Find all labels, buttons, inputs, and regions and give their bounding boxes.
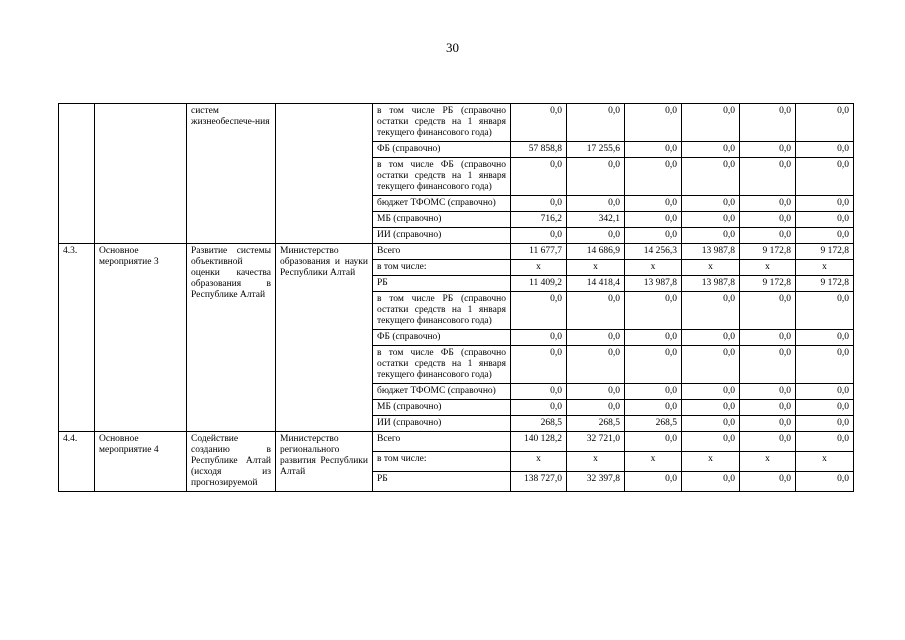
amount-cell: 0,0 <box>796 330 854 346</box>
amount-cell: 0,0 <box>511 104 567 142</box>
amount-cell: 14 418,4 <box>567 276 625 292</box>
budget-table <box>58 103 854 492</box>
amount-cell: 0,0 <box>740 196 796 212</box>
amount-cell: 268,5 <box>625 416 682 432</box>
amount-cell: 14 686,9 <box>567 244 625 260</box>
table-row <box>59 104 854 142</box>
amount-cell: х <box>682 260 740 276</box>
amount-cell: 0,0 <box>511 400 567 416</box>
amount-cell: 0,0 <box>511 228 567 244</box>
amount-cell: 0,0 <box>682 384 740 400</box>
amount-cell: 0,0 <box>796 196 854 212</box>
amount-cell: 0,0 <box>796 292 854 330</box>
amount-cell: 0,0 <box>682 228 740 244</box>
funding-source-cell: МБ (справочно) <box>373 400 511 416</box>
funding-source-cell: ФБ (справочно) <box>373 142 511 158</box>
amount-cell: х <box>682 452 740 472</box>
amount-cell: 0,0 <box>740 158 796 196</box>
amount-cell: 0,0 <box>567 158 625 196</box>
amount-cell: 0,0 <box>740 292 796 330</box>
amount-cell: 0,0 <box>511 196 567 212</box>
amount-cell: 13 987,8 <box>682 276 740 292</box>
amount-cell: 0,0 <box>625 400 682 416</box>
amount-cell: 0,0 <box>625 346 682 384</box>
amount-cell: 0,0 <box>625 228 682 244</box>
amount-cell: 0,0 <box>567 292 625 330</box>
amount-cell: 0,0 <box>796 104 854 142</box>
executor-cell: Министерство регионального развития Республики Алтай <box>276 432 373 492</box>
amount-cell: 0,0 <box>682 212 740 228</box>
amount-cell: х <box>511 260 567 276</box>
measure-description-cell: систем жизнеобеспече-ния <box>187 104 276 244</box>
amount-cell: 32 397,8 <box>567 472 625 492</box>
amount-cell: 0,0 <box>682 400 740 416</box>
funding-source-cell: ИИ (справочно) <box>373 416 511 432</box>
amount-cell: х <box>567 452 625 472</box>
amount-cell: 0,0 <box>511 292 567 330</box>
amount-cell: 0,0 <box>682 292 740 330</box>
amount-cell: 0,0 <box>511 346 567 384</box>
amount-cell: 0,0 <box>740 384 796 400</box>
amount-cell: 0,0 <box>740 104 796 142</box>
row-number-cell: 4.3. <box>59 244 95 432</box>
amount-cell: 140 128,2 <box>511 432 567 452</box>
funding-source-cell: в том числе ФБ (справочно остатки средств на 1 января текущего финансового года) <box>373 158 511 196</box>
amount-cell: 0,0 <box>682 416 740 432</box>
amount-cell: 9 172,8 <box>796 244 854 260</box>
amount-cell: 0,0 <box>625 158 682 196</box>
funding-source-cell: в том числе: <box>373 452 511 472</box>
amount-cell: 0,0 <box>567 400 625 416</box>
amount-cell: 0,0 <box>740 142 796 158</box>
funding-source-cell: МБ (справочно) <box>373 212 511 228</box>
amount-cell: 0,0 <box>625 432 682 452</box>
amount-cell: 13 987,8 <box>682 244 740 260</box>
amount-cell: 0,0 <box>511 158 567 196</box>
amount-cell: 0,0 <box>740 472 796 492</box>
amount-cell: 0,0 <box>682 142 740 158</box>
amount-cell: 0,0 <box>682 104 740 142</box>
amount-cell: 0,0 <box>625 292 682 330</box>
amount-cell: х <box>511 452 567 472</box>
row-number-cell <box>59 104 95 244</box>
amount-cell: 0,0 <box>567 104 625 142</box>
amount-cell: 268,5 <box>567 416 625 432</box>
amount-cell: 0,0 <box>796 142 854 158</box>
amount-cell: 0,0 <box>625 142 682 158</box>
amount-cell: 14 256,3 <box>625 244 682 260</box>
amount-cell: 9 172,8 <box>796 276 854 292</box>
amount-cell: 11 409,2 <box>511 276 567 292</box>
amount-cell: 9 172,8 <box>740 244 796 260</box>
amount-cell: 0,0 <box>796 212 854 228</box>
executor-cell <box>276 104 373 244</box>
amount-cell: 0,0 <box>796 400 854 416</box>
amount-cell: 13 987,8 <box>625 276 682 292</box>
amount-cell: 57 858,8 <box>511 142 567 158</box>
amount-cell: 268,5 <box>511 416 567 432</box>
amount-cell: 0,0 <box>682 472 740 492</box>
amount-cell: 9 172,8 <box>740 276 796 292</box>
amount-cell: 0,0 <box>625 330 682 346</box>
funding-source-cell: в том числе РБ (справочно остатки средств на 1 января текущего финансового года) <box>373 292 511 330</box>
amount-cell: х <box>796 260 854 276</box>
amount-cell: 0,0 <box>796 416 854 432</box>
funding-source-cell: РБ <box>373 472 511 492</box>
amount-cell: 0,0 <box>511 330 567 346</box>
amount-cell: 716,2 <box>511 212 567 228</box>
funding-source-cell: РБ <box>373 276 511 292</box>
amount-cell: 0,0 <box>682 346 740 384</box>
amount-cell: 0,0 <box>740 228 796 244</box>
amount-cell: 0,0 <box>567 384 625 400</box>
amount-cell: 32 721,0 <box>567 432 625 452</box>
amount-cell: 0,0 <box>740 346 796 384</box>
funding-source-cell: бюджет ТФОМС (справочно) <box>373 384 511 400</box>
amount-cell: 138 727,0 <box>511 472 567 492</box>
amount-cell: 0,0 <box>740 212 796 228</box>
amount-cell: 0,0 <box>796 346 854 384</box>
amount-cell: 0,0 <box>625 196 682 212</box>
funding-source-cell: Всего <box>373 244 511 260</box>
table-row <box>59 244 854 260</box>
amount-cell: 0,0 <box>796 384 854 400</box>
amount-cell: 0,0 <box>796 472 854 492</box>
executor-cell: Министерство образования и науки Республики Алтай <box>276 244 373 432</box>
funding-source-cell: в том числе РБ (справочно остатки средств на 1 января текущего финансового года) <box>373 104 511 142</box>
amount-cell: 0,0 <box>682 432 740 452</box>
amount-cell: 0,0 <box>740 432 796 452</box>
measure-description-cell: Развитие системы объективной оценки качества образования в Республике Алтай <box>187 244 276 432</box>
measure-name-cell <box>95 104 187 244</box>
amount-cell: х <box>796 452 854 472</box>
amount-cell: 0,0 <box>625 212 682 228</box>
amount-cell: 0,0 <box>511 384 567 400</box>
amount-cell: х <box>625 452 682 472</box>
measure-name-cell: Основное мероприятие 3 <box>95 244 187 432</box>
amount-cell: 0,0 <box>740 400 796 416</box>
amount-cell: х <box>567 260 625 276</box>
amount-cell: 0,0 <box>567 196 625 212</box>
amount-cell: 17 255,6 <box>567 142 625 158</box>
funding-source-cell: в том числе ФБ (справочно остатки средств на 1 января текущего финансового года) <box>373 346 511 384</box>
amount-cell: 0,0 <box>625 472 682 492</box>
row-number-cell: 4.4. <box>59 432 95 492</box>
amount-cell: 0,0 <box>796 432 854 452</box>
table-body <box>59 104 854 492</box>
amount-cell: 0,0 <box>625 384 682 400</box>
amount-cell: х <box>740 452 796 472</box>
table-row <box>59 432 854 452</box>
amount-cell: 0,0 <box>567 346 625 384</box>
measure-description-cell: Содействие созданию в Республике Алтай (исходя из прогнозируемой <box>187 432 276 492</box>
funding-source-cell: бюджет ТФОМС (справочно) <box>373 196 511 212</box>
amount-cell: 0,0 <box>682 196 740 212</box>
funding-source-cell: Всего <box>373 432 511 452</box>
amount-cell: х <box>740 260 796 276</box>
amount-cell: 0,0 <box>740 416 796 432</box>
amount-cell: 0,0 <box>796 228 854 244</box>
funding-source-cell: ФБ (справочно) <box>373 330 511 346</box>
amount-cell: 0,0 <box>567 228 625 244</box>
amount-cell: 0,0 <box>682 330 740 346</box>
funding-source-cell: в том числе: <box>373 260 511 276</box>
amount-cell: 0,0 <box>796 158 854 196</box>
measure-name-cell: Основное мероприятие 4 <box>95 432 187 492</box>
amount-cell: 0,0 <box>567 330 625 346</box>
amount-cell: 0,0 <box>625 104 682 142</box>
funding-source-cell: ИИ (справочно) <box>373 228 511 244</box>
amount-cell: х <box>625 260 682 276</box>
amount-cell: 342,1 <box>567 212 625 228</box>
amount-cell: 11 677,7 <box>511 244 567 260</box>
amount-cell: 0,0 <box>740 330 796 346</box>
amount-cell: 0,0 <box>682 158 740 196</box>
page-number: 30 <box>446 40 459 55</box>
